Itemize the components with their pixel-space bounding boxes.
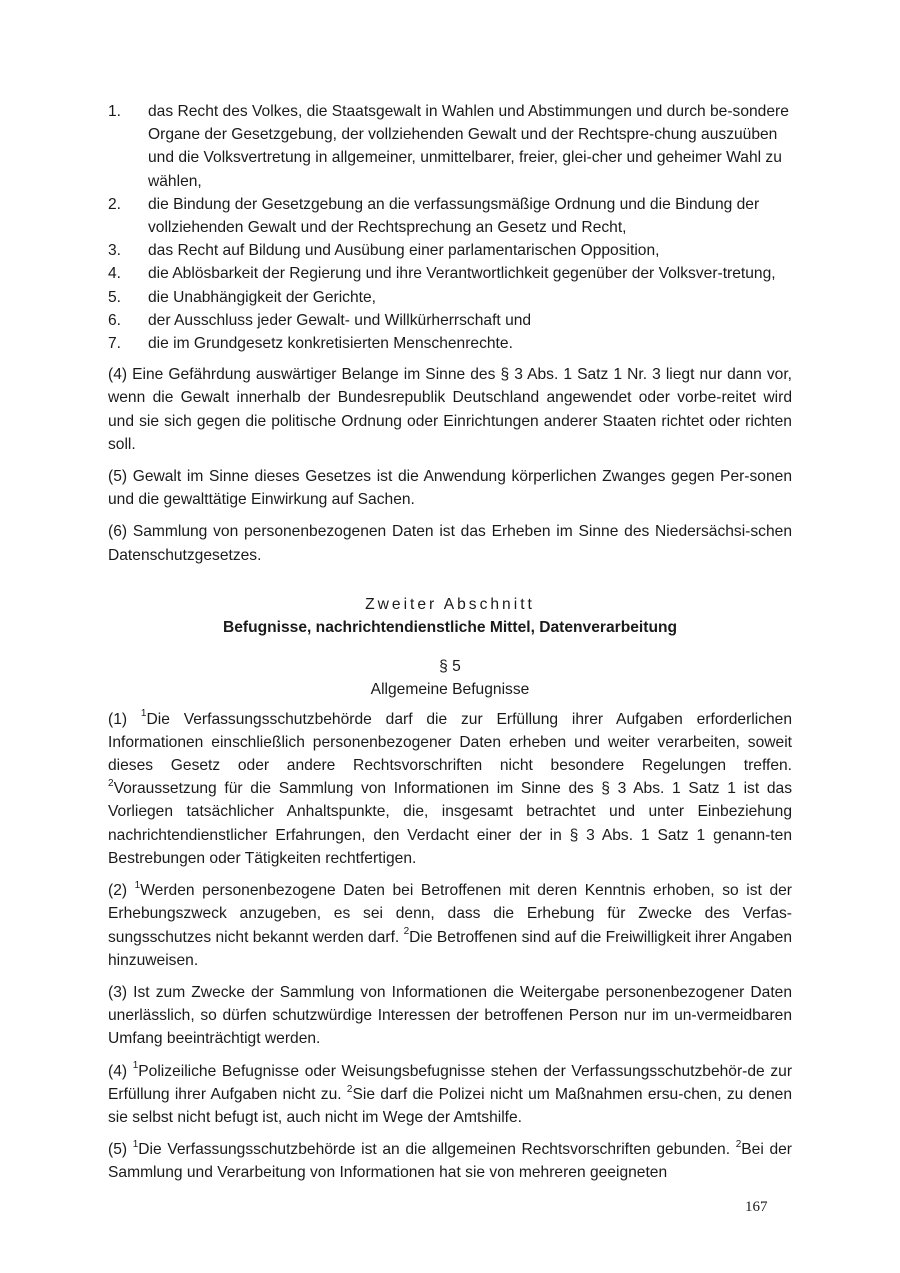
section-title: Befugnisse, nachrichtendienstliche Mittel, Datenverarbeitung	[222, 619, 678, 637]
section5-paragraph-1: (1) $^1$Die Verfassungsschutzbehörde darf die zur Erfüllung ihrer Aufgaben erforderlichen Informationen einschließlich personenbezogener Daten erheben und weiter verarbeiten, soweit dieses Gesetz oder andere Rechtsvorschriften nicht besondere Regelungen treffen. $^2$Voraussetzung für die Sammlung von Informationen im Sinne des § 3 Abs. 1 Satz 1 ist das Vorliegen tatsächlicher Anhaltspunkte, die, insgesamt betrachtet und unter Einbeziehung nachrichtendienstlicher Erfahrungen, den Verdacht einer der in § 3 Abs. 1 Satz 1 genann-ten Bestrebungen oder Tätigkeiten rechtfertigen.	[108, 708, 793, 867]
paragraph-4: (4) Eine Gefährdung auswärtiger Belange im Sinne des § 3 Abs. 1 Satz 1 Nr. 3 liegt nur dann vor, wenn die Gewalt innerhalb der Bundesrepublik Deutschland angewendet oder vorbe-reitet wird und sie sich gegen die politische Ordnung oder Einrichtungen anderer Staaten richtet oder richten soll.	[108, 366, 792, 453]
list-item-text: die im Grundgesetz konkretisierten Menschenrechte.	[148, 335, 513, 353]
section5-paragraph-4: (4) $^1$Polizeiliche Befugnisse oder Weisungsbefugnisse stehen der Verfassungsschutzbehör-de zur Erfüllung ihrer Aufgaben nicht zu. $^2$Sie darf die Polizei nicht um Maßnahmen ersu-chen, zu denen sie selbst nicht befugt ist, auch nicht im Wege der Amtshilfe.	[108, 1060, 793, 1126]
list-item-text: der Ausschluss jeder Gewalt- und Willkürherrschaft und	[148, 311, 532, 329]
numbered-list	[108, 100, 792, 355]
list-item-number: 2.	[108, 195, 122, 213]
section-label: Zweiter Abschnitt	[365, 595, 535, 613]
section5-paragraph-3: (3) Ist zum Zwecke der Sammlung von Informationen die Weitergabe personenbezogener Daten unerlässlich, so dürfen schutzwürdige Interessen der betroffenen Person nur im un-vermeidbaren Umfang beeinträchtigt werden.	[108, 983, 792, 1048]
section5-paragraph-2: (2) $^1$Werden personenbezogene Daten bei Betroffenen mit deren Kenntnis erhoben, so ist der Erhebungszweck anzugeben, es sei denn, dass die Erhebung für Zwecke des Verfas-sungsschutzes nicht bekannt werden darf. $^2$Die Betroffenen sind auf die Freiwilligkeit ihrer Angaben hinzuweisen.	[108, 879, 793, 969]
list-item-number: 3.	[108, 242, 122, 260]
section5-paragraph-5: (5) $^1$Die Verfassungsschutzbehörde ist an die allgemeinen Rechtsvorschriften gebunden. $^2$Bei der Sammlung und Verarbeitung von Informationen hat sie von mehreren geeigneten	[108, 1138, 792, 1182]
list-item	[108, 286, 792, 309]
list-item-text: die Bindung der Gesetzgebung an die verfassungsmäßige Ordnung und die Bindung der vollziehenden Gewalt und der Rechtsprechung an Gesetz und Recht,	[148, 195, 760, 237]
list-item-number: 7.	[108, 335, 122, 353]
list-item-text: das Recht auf Bildung und Ausübung einer parlamentarischen Opposition,	[148, 242, 660, 260]
document-page	[108, 100, 792, 1185]
list-item	[108, 309, 792, 332]
paragraph-number: § 5	[439, 658, 461, 676]
list-item-number: 1.	[108, 103, 122, 120]
paragraph-6: (6) Sammlung von personenbezogenen Daten ist das Erheben im Sinne des Niedersächsi-schen Datenschutzgesetzes.	[108, 523, 792, 564]
list-item	[108, 239, 792, 262]
list-item-text: das Recht des Volkes, die Staatsgewalt in Wahlen und Abstimmungen und durch be-sondere Organe der Gesetzgebung, der vollziehenden Gewalt und der Rechtspre-chung auszuüben und die Volksvertretung in allgemeiner, unmittelbarer, freier, glei-cher und geheimer Wahl zu wählen,	[148, 103, 789, 190]
list-item	[108, 332, 792, 355]
page-number: 167	[745, 1199, 768, 1215]
paragraph-5: (5) Gewalt im Sinne dieses Gesetzes ist die Anwendung körperlichen Zwanges gegen Per-sonen und die gewalttätige Einwirkung auf Sachen.	[108, 468, 792, 509]
list-item	[108, 193, 792, 239]
list-item-number: 6.	[108, 311, 122, 329]
list-item-text: die Ablösbarkeit der Regierung und ihre Verantwortlichkeit gegenüber der Volksver-tretung,	[148, 265, 776, 283]
list-item	[108, 100, 792, 193]
list-item-number: 5.	[108, 288, 122, 306]
paragraph-title: Allgemeine Befugnisse	[370, 681, 530, 699]
list-item-number: 4.	[108, 265, 122, 283]
list-item	[108, 262, 792, 285]
list-item-text: die Unabhängigkeit der Gerichte,	[148, 288, 376, 306]
